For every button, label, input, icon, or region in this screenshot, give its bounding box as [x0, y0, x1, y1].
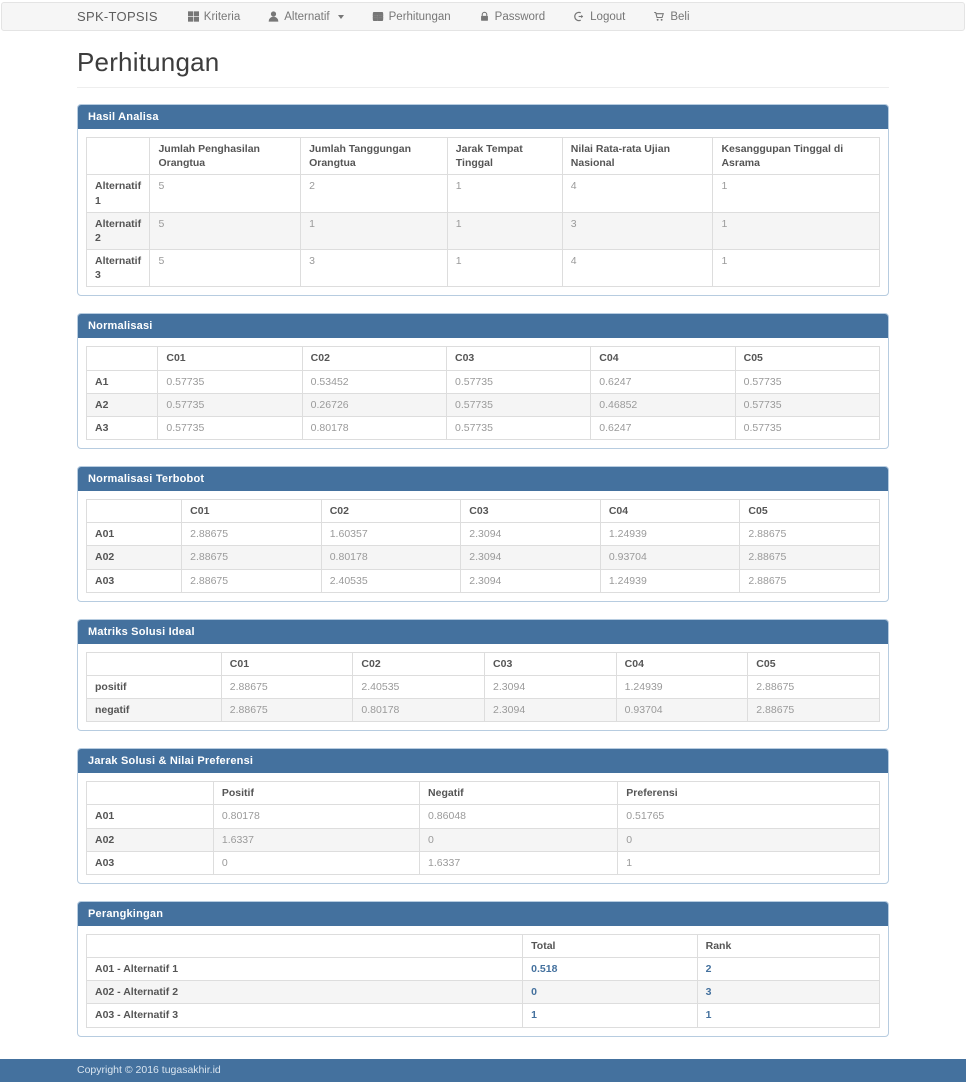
table-row: [87, 805, 880, 828]
cell-value: 0.80178: [302, 416, 446, 439]
column-header: C02: [302, 347, 446, 370]
cell-value: 2.88675: [182, 569, 322, 592]
cell-value: 4: [562, 175, 713, 212]
perangkingan-table: [86, 934, 880, 1028]
column-header: C05: [740, 500, 880, 523]
column-header: Negatif: [420, 782, 618, 805]
row-label: A01: [87, 523, 182, 546]
cell-value: 1.24939: [600, 569, 740, 592]
table-row: [87, 699, 880, 722]
nav-item-logout[interactable]: [573, 11, 625, 23]
table-row: [87, 250, 880, 287]
table-row: [87, 212, 880, 249]
cell-value: 2.40535: [353, 675, 485, 698]
cell-value: 5: [150, 212, 301, 249]
cell-value: 2.3094: [461, 546, 601, 569]
cell-value: 2.88675: [221, 699, 353, 722]
cell-value: 1.60357: [321, 523, 461, 546]
column-header: C04: [591, 347, 735, 370]
cell-value: 0.6247: [591, 370, 735, 393]
cell-value: 0.57735: [446, 370, 590, 393]
row-label: A02 - Alternatif 2: [87, 981, 523, 1004]
cell-value: 1: [713, 250, 880, 287]
header-row: [87, 347, 880, 370]
logout-icon: [573, 11, 585, 22]
cell-value: 0.80178: [213, 805, 419, 828]
column-header: C02: [321, 500, 461, 523]
cell-value: 2.88675: [221, 675, 353, 698]
cell-value: 2.88675: [182, 546, 322, 569]
column-header: C04: [616, 652, 748, 675]
cell-value: 4: [562, 250, 713, 287]
cell-value: 2.88675: [740, 523, 880, 546]
cell-value: 1: [447, 175, 562, 212]
cell-value: 1: [447, 250, 562, 287]
cell-value: 0.57735: [735, 370, 879, 393]
panel-normalisasi-terbobot: [77, 466, 889, 602]
panel-title: Perangkingan: [78, 902, 888, 926]
table-row: [87, 523, 880, 546]
nav-item-label: Logout: [590, 10, 626, 23]
hasil-analisa-table: [86, 137, 880, 287]
cell-value: 0.93704: [616, 699, 748, 722]
cell-value: 2.88675: [748, 699, 880, 722]
normalisasi-table: [86, 346, 880, 440]
column-header: C01: [221, 652, 353, 675]
jarak-solusi-table: [86, 781, 880, 875]
row-label: A03 - Alternatif 3: [87, 1004, 523, 1027]
cart-icon: [653, 11, 665, 22]
panel-title: Jarak Solusi & Nilai Preferensi: [78, 749, 888, 773]
nav-item-label: Kriteria: [203, 10, 241, 23]
table-row: [87, 958, 880, 981]
cell-value: 2: [301, 175, 448, 212]
column-header: Positif: [213, 782, 419, 805]
cell-value: 3: [301, 250, 448, 287]
cell-value: 0.57735: [158, 416, 302, 439]
nav-item-perhitungan[interactable]: [372, 11, 451, 23]
cell-value: 2: [697, 958, 879, 981]
column-header: Kesanggupan Tinggal di Asrama: [713, 138, 880, 175]
cell-value: 2.88675: [740, 569, 880, 592]
cell-value: 1.6337: [213, 828, 419, 851]
panel-normalisasi: [77, 313, 889, 449]
panel-title: Normalisasi Terbobot: [78, 467, 888, 491]
cell-value: 0.46852: [591, 393, 735, 416]
cell-value: 3: [697, 981, 879, 1004]
cell-value: 0.57735: [158, 393, 302, 416]
cell-value: 2.88675: [748, 675, 880, 698]
panel-hasil-analisa: [77, 104, 889, 296]
row-label: Alternatif 2: [87, 212, 150, 249]
cell-value: 5: [150, 250, 301, 287]
nav-item-kriteria[interactable]: [188, 11, 240, 23]
column-header: [87, 500, 182, 523]
cell-value: 0: [213, 851, 419, 874]
nav-item-label: Perhitungan: [388, 10, 451, 23]
column-header: Jumlah Tanggungan Orangtua: [301, 138, 448, 175]
cell-value: 2.3094: [485, 675, 617, 698]
row-label: A03: [87, 851, 214, 874]
column-header: Preferensi: [618, 782, 880, 805]
matriks-solusi-ideal-table: [86, 652, 880, 723]
column-header: [87, 934, 523, 957]
cell-value: 2.3094: [461, 523, 601, 546]
column-header: C03: [461, 500, 601, 523]
row-label: A2: [87, 393, 158, 416]
row-label: A02: [87, 828, 214, 851]
row-label: Alternatif 1: [87, 175, 150, 212]
cell-value: 0.57735: [446, 416, 590, 439]
column-header: C03: [446, 347, 590, 370]
table-row: [87, 828, 880, 851]
table-row: [87, 569, 880, 592]
column-header: C04: [600, 500, 740, 523]
cell-value: 1: [447, 212, 562, 249]
column-header: Jarak Tempat Tinggal: [447, 138, 562, 175]
column-header: C01: [182, 500, 322, 523]
table-icon: [372, 11, 384, 22]
footer: [0, 1059, 966, 1082]
navbar: [1, 2, 965, 31]
panel-title: Matriks Solusi Ideal: [78, 620, 888, 644]
row-label: Alternatif 3: [87, 250, 150, 287]
row-label: A02: [87, 546, 182, 569]
cell-value: 1: [618, 851, 880, 874]
cell-value: 2.88675: [740, 546, 880, 569]
cell-value: 0: [618, 828, 880, 851]
column-header: [87, 652, 222, 675]
column-header: C03: [485, 652, 617, 675]
column-header: C02: [353, 652, 485, 675]
column-header: C01: [158, 347, 302, 370]
column-header: C05: [735, 347, 879, 370]
nav-item-alternatif[interactable]: [268, 11, 343, 23]
cell-value: 2.40535: [321, 569, 461, 592]
table-row: [87, 1004, 880, 1027]
cell-value: 1.6337: [420, 851, 618, 874]
nav-item-label: Beli: [670, 10, 690, 23]
nav-item-label: Password: [494, 10, 546, 23]
header-row: [87, 500, 880, 523]
brand[interactable]: SPK-TOPSIS: [77, 9, 158, 24]
header-row: [87, 934, 880, 957]
column-header: [87, 782, 214, 805]
table-row: [87, 370, 880, 393]
row-label: A01 - Alternatif 1: [87, 958, 523, 981]
panel-jarak-solusi: [77, 748, 889, 884]
column-header: Total: [523, 934, 697, 957]
table-row: [87, 675, 880, 698]
table-row: [87, 546, 880, 569]
cell-value: 0.57735: [735, 393, 879, 416]
row-label: negatif: [87, 699, 222, 722]
copyright-text: Copyright © 2016 tugasakhir.id: [77, 1064, 221, 1077]
cell-value: 2.88675: [182, 523, 322, 546]
table-row: [87, 175, 880, 212]
page-title: Perhitungan: [77, 47, 220, 77]
cell-value: 0: [420, 828, 618, 851]
column-header: C05: [748, 652, 880, 675]
page-header: [77, 47, 889, 88]
cell-value: 0.80178: [353, 699, 485, 722]
cell-value: 0.26726: [302, 393, 446, 416]
user-icon: [268, 11, 279, 22]
cell-value: 1: [697, 1004, 879, 1027]
chevron-down-icon: [338, 15, 344, 19]
cell-value: 1.24939: [616, 675, 748, 698]
header-row: [87, 652, 880, 675]
cell-value: 0.86048: [420, 805, 618, 828]
grid-icon: [188, 11, 199, 22]
row-label: A01: [87, 805, 214, 828]
header-row: [87, 782, 880, 805]
column-header: [87, 347, 158, 370]
column-header: [87, 138, 150, 175]
panel-title: Normalisasi: [78, 314, 888, 338]
lock-icon: [479, 11, 490, 22]
cell-value: 0.6247: [591, 416, 735, 439]
normalisasi-terbobot-table: [86, 499, 880, 593]
cell-value: 0: [523, 981, 697, 1004]
header-row: [87, 138, 880, 175]
cell-value: 1: [713, 212, 880, 249]
column-header: Nilai Rata-rata Ujian Nasional: [562, 138, 713, 175]
table-row: [87, 393, 880, 416]
nav-item-label: Alternatif: [284, 10, 330, 23]
table-row: [87, 981, 880, 1004]
cell-value: 1: [301, 212, 448, 249]
panel-perangkingan: [77, 901, 889, 1037]
cell-value: 0.51765: [618, 805, 880, 828]
row-label: A3: [87, 416, 158, 439]
main-content: [77, 47, 889, 1037]
cell-value: 5: [150, 175, 301, 212]
row-label: positif: [87, 675, 222, 698]
cell-value: 0.518: [523, 958, 697, 981]
cell-value: 1.24939: [600, 523, 740, 546]
column-header: Rank: [697, 934, 879, 957]
cell-value: 0.80178: [321, 546, 461, 569]
cell-value: 0.53452: [302, 370, 446, 393]
cell-value: 0.93704: [600, 546, 740, 569]
column-header: Jumlah Penghasilan Orangtua: [150, 138, 301, 175]
panel-title: Hasil Analisa: [78, 105, 888, 129]
cell-value: 0.57735: [735, 416, 879, 439]
table-row: [87, 416, 880, 439]
row-label: A03: [87, 569, 182, 592]
cell-value: 1: [523, 1004, 697, 1027]
table-row: [87, 851, 880, 874]
nav-item-password[interactable]: [479, 11, 546, 23]
cell-value: 0.57735: [158, 370, 302, 393]
row-label: A1: [87, 370, 158, 393]
cell-value: 2.3094: [461, 569, 601, 592]
nav-item-beli[interactable]: [653, 11, 689, 23]
cell-value: 3: [562, 212, 713, 249]
cell-value: 2.3094: [485, 699, 617, 722]
cell-value: 0.57735: [446, 393, 590, 416]
panel-matriks-solusi-ideal: [77, 619, 889, 732]
cell-value: 1: [713, 175, 880, 212]
